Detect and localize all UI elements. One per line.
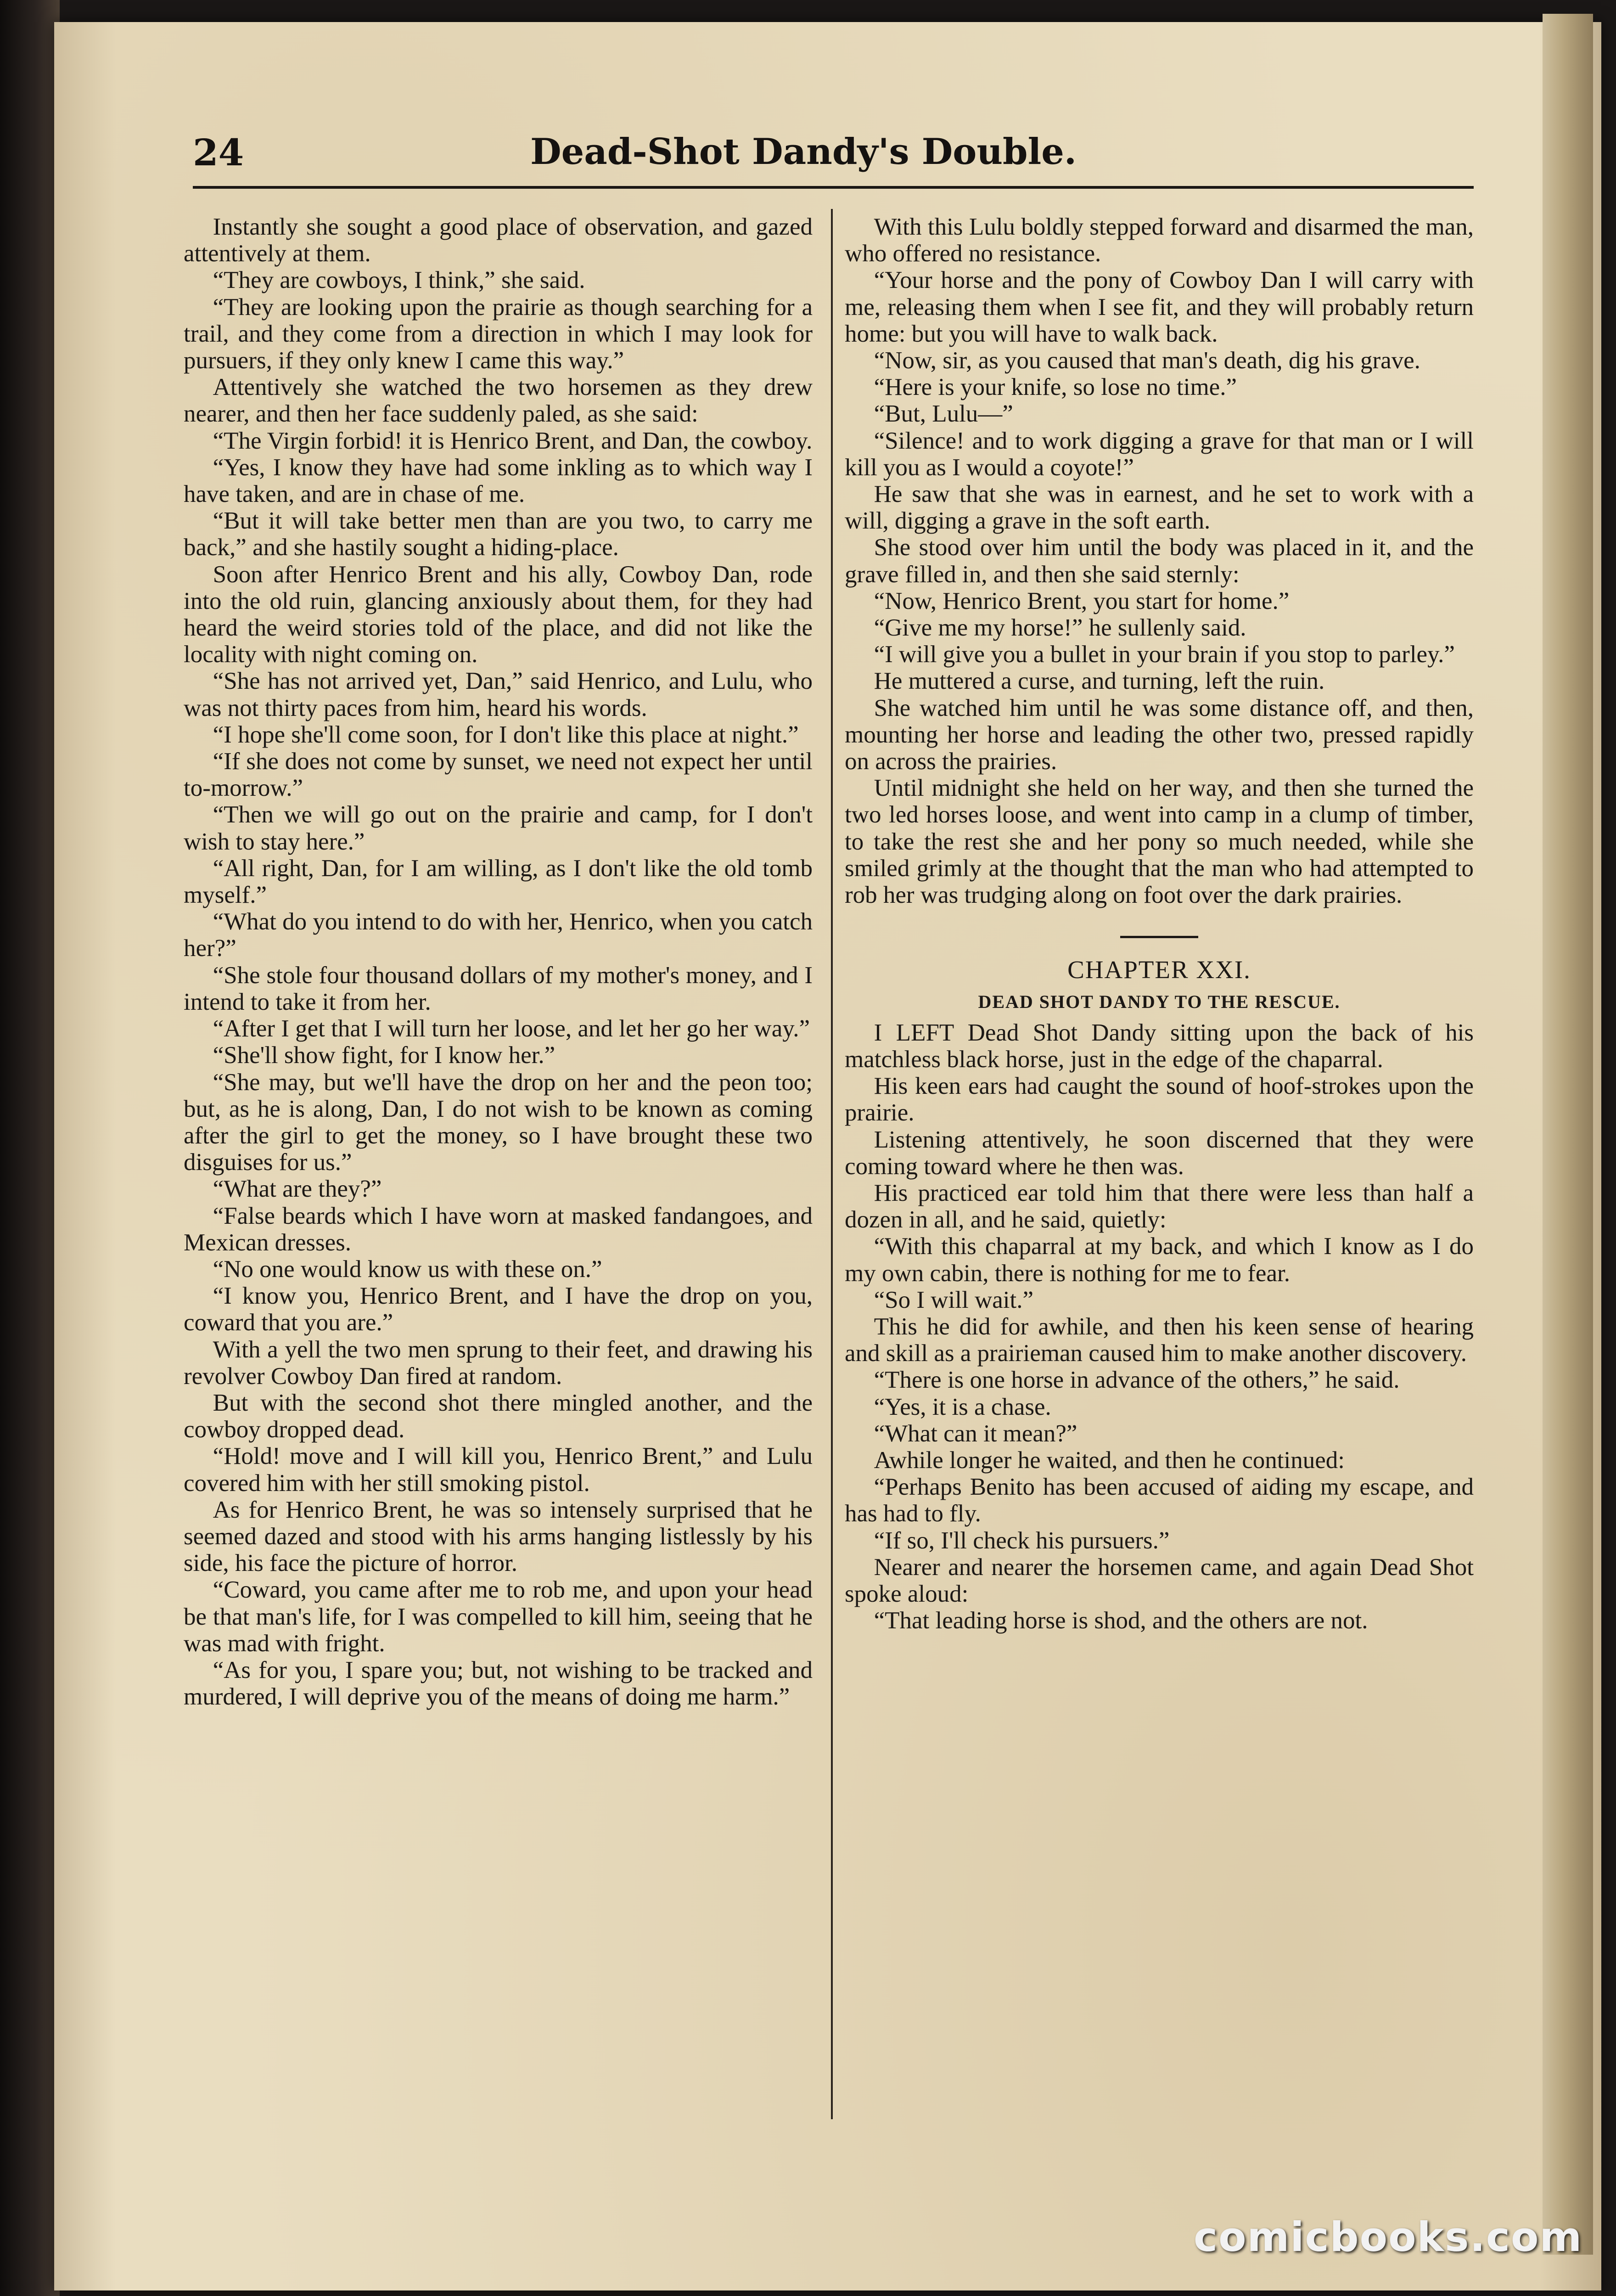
paragraph: “She stole four thousand dollars of my mother's money, and I intend to take it from her. xyxy=(184,962,813,1015)
paragraph: Nearer and nearer the horsemen came, and again Dead Shot spoke aloud: xyxy=(845,1553,1474,1607)
chapter-subtitle: DEAD SHOT DANDY TO THE RESCUE. xyxy=(978,991,1341,1013)
chapter-separator-rule xyxy=(1120,936,1198,938)
paragraph: With a yell the two men sprung to their feet, and drawing his revolver Cowboy Dan fired at random. xyxy=(184,1336,813,1390)
paragraph: “They are looking upon the prairie as though searching for a trail, and they come from a direction in which I may look for pursuers, if they only knew I came this way.” xyxy=(184,293,813,374)
paragraph: “There is one horse in advance of the others,” he said. xyxy=(874,1367,1400,1394)
paragraph: “Here is your knife, so lose no time.” xyxy=(874,374,1237,401)
paragraph: Attentively she watched the two horsemen as they drew nearer, and then her face suddenly paled, as she said: xyxy=(184,374,813,428)
paragraph: “With this chaparral at my back, and which I know as I do my own cabin, there is nothing for me to fear. xyxy=(845,1233,1474,1287)
paragraph: “Coward, you came after me to rob me, and upon your head be that man's life, for I was compelled to kill him, seeing that he was mad with fright. xyxy=(184,1576,813,1657)
paragraph: “If she does not come by sunset, we need not expect her until to-morrow.” xyxy=(184,748,813,802)
paragraph: “She has not arrived yet, Dan,” said Henrico, and Lulu, who was not thirty paces from him, heard his words. xyxy=(184,668,813,721)
paragraph: “Silence! and to work digging a grave for that man or I will kill you as I would a coyote!” xyxy=(845,427,1474,481)
paragraph: I LEFT Dead Shot Dandy sitting upon the back of his matchless black horse, just in the edge of the chaparral. xyxy=(845,1019,1474,1073)
running-title: Dead-Shot Dandy's Double. xyxy=(530,131,1077,173)
paragraph: She watched him until he was some distance off, and then, mounting her horse and leading the other two, pressed rapidly on across the prairies. xyxy=(845,694,1474,775)
paragraph: “Yes, it is a chase. xyxy=(874,1393,1051,1420)
paragraph: “I know you, Henrico Brent, and I have the drop on you, coward that you are.” xyxy=(184,1283,813,1336)
paragraph: “False beards which I have worn at masked fandangoes, and Mexican dresses. xyxy=(184,1202,813,1256)
paragraph: But with the second shot there mingled another, and the cowboy dropped dead. xyxy=(184,1389,813,1443)
binding-spine xyxy=(0,0,60,2296)
paragraph: He muttered a curse, and turning, left the ruin. xyxy=(874,668,1325,695)
paragraph: With this Lulu boldly stepped forward and disarmed the man, who offered no resistance. xyxy=(845,214,1474,267)
paragraph: As for Henrico Brent, he was so intensely surprised that he seemed dazed and stood with his arms hanging listlessly by his side, his face the picture of horror. xyxy=(184,1496,813,1577)
paragraph: “They are cowboys, I think,” she said. xyxy=(213,267,585,294)
paragraph: “Yes, I know they have had some inkling as to which way I have taken, and are in chase of me. xyxy=(184,454,813,508)
paragraph: “As for you, I spare you; but, not wishing to be tracked and murdered, I will deprive you of the means of doing me harm.” xyxy=(184,1656,813,1711)
paragraph: Instantly she sought a good place of observation, and gazed attentively at them. xyxy=(184,214,813,267)
header-rule xyxy=(193,186,1474,189)
paragraph: “If so, I'll check his pursuers.” xyxy=(874,1527,1170,1554)
paragraph: “She may, but we'll have the drop on her and the peon too; but, as he is along, Dan, I do not wish to be known as coming after the girl to get the money, so I have brought these two disguises for us.” xyxy=(184,1069,813,1176)
paragraph: Until midnight she held on her way, and then she turned the two led horses loose, and went into camp in a clump of timber, to take the rest she and her pony so much needed, while she smiled grimly at the thought that the man who had attempted to rob her was trudging along on foot over the dark prairies. xyxy=(845,775,1474,909)
paragraph: “That leading horse is shod, and the others are not. xyxy=(874,1607,1368,1634)
page-number: 24 xyxy=(193,131,244,174)
paragraph: “She'll show fight, for I know her.” xyxy=(213,1042,556,1069)
page-edge-stack xyxy=(1543,14,1593,2255)
paragraph: “But, Lulu—” xyxy=(874,400,1013,428)
paragraph: Awhile longer he waited, and then he continued: xyxy=(874,1446,1345,1474)
paragraph: This he did for awhile, and then his keen sense of hearing and skill as a prairieman caused him to make another discovery. xyxy=(845,1313,1474,1367)
watermark: comicbooks.com xyxy=(1194,2213,1583,2261)
paragraph: “I will give you a bullet in your brain if you stop to parley.” xyxy=(874,641,1455,668)
paragraph: “So I will wait.” xyxy=(874,1286,1033,1313)
paragraph: “No one would know us with these on.” xyxy=(213,1255,602,1283)
right-column xyxy=(845,214,1474,1634)
paragraph: Listening attentively, he soon discerned that they were coming toward where he then was. xyxy=(845,1126,1474,1180)
paragraph: “What are they?” xyxy=(213,1176,382,1203)
paragraph: “Hold! move and I will kill you, Henrico Brent,” and Lulu covered him with her still smoking pistol. xyxy=(184,1443,813,1497)
chapter-title: CHAPTER XXI. xyxy=(1067,956,1251,984)
paragraph: “Your horse and the pony of Cowboy Dan I will carry with me, releasing them when I see fit, and they will probably return home: but you will have to walk back. xyxy=(845,267,1474,347)
paragraph: He saw that she was in earnest, and he set to work with a will, digging a grave in the soft earth. xyxy=(845,481,1474,535)
paragraph: “The Virgin forbid! it is Henrico Brent, and Dan, the cowboy. xyxy=(213,427,813,454)
page-header xyxy=(138,131,1469,186)
paragraph: “Now, Henrico Brent, you start for home.” xyxy=(874,587,1290,614)
column-divider xyxy=(831,209,833,2119)
paragraph: His practiced ear told him that there were less than half a dozen in all, and he said, quietly: xyxy=(845,1179,1474,1233)
paragraph: “What do you intend to do with her, Henrico, when you catch her?” xyxy=(184,908,813,962)
paragraph: “All right, Dan, for I am willing, as I don't like the old tomb myself.” xyxy=(184,855,813,909)
paragraph: “But it will take better men than are you two, to carry me back,” and she hastily sought a hiding-place. xyxy=(184,507,813,561)
paragraph: “Now, sir, as you caused that man's death, dig his grave. xyxy=(874,347,1420,374)
paragraph: “I hope she'll come soon, for I don't like this place at night.” xyxy=(213,721,799,748)
right-column-before-chapter xyxy=(845,214,1474,908)
paragraph: “After I get that I will turn her loose, and let her go her way.” xyxy=(213,1015,810,1042)
paragraph: “Perhaps Benito has been accused of aiding my escape, and has had to fly. xyxy=(845,1474,1474,1527)
left-column xyxy=(184,214,813,1710)
paragraph: She stood over him until the body was placed in it, and the grave filled in, and then she said sternly: xyxy=(845,534,1474,588)
paragraph: “What can it mean?” xyxy=(874,1420,1077,1447)
paragraph: Soon after Henrico Brent and his ally, Cowboy Dan, rode into the old ruin, glancing anxiously about them, for they had heard the weird stories told of the place, and did not like the locality with night coming on. xyxy=(184,561,813,668)
paragraph: His keen ears had caught the sound of hoof-strokes upon the prairie. xyxy=(845,1073,1474,1126)
paragraph: “Then we will go out on the prairie and camp, for I don't wish to stay here.” xyxy=(184,801,813,855)
right-column-after-chapter xyxy=(845,1019,1474,1634)
paragraph: “Give me my horse!” he sullenly said. xyxy=(874,614,1246,642)
